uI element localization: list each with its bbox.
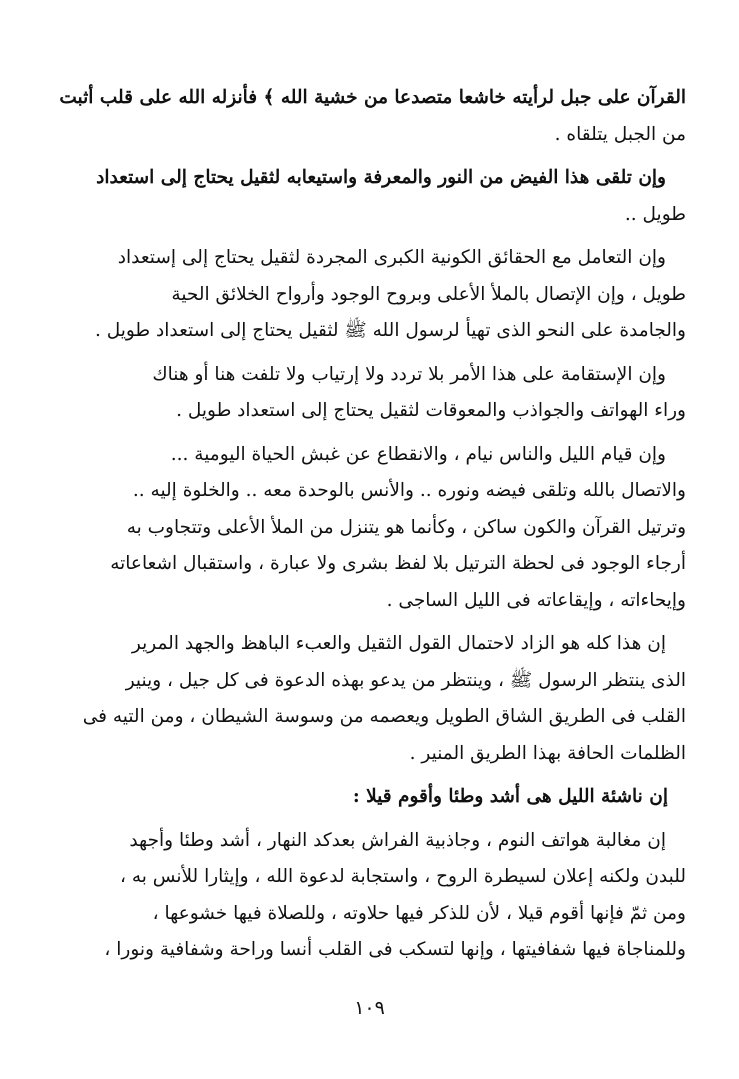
paragraph-1 — [40, 80, 686, 153]
text-line: وإن قيام الليل والناس نيام ، والانقطاع عن غبش الحياة اليومية ... — [170, 443, 666, 465]
text-line: إن مغالبة هواتف النوم ، وجاذبية الفراش بعدكد النهار ، أشد وطئا وأجهد — [129, 829, 666, 851]
text-line: طويل .. — [624, 203, 686, 225]
text-line: وإن تلقى هذا الفيض من النور والمعرفة واستيعابه لثقيل يحتاج إلى استعداد — [96, 167, 666, 188]
text-line: وترتيل القرآن والكون ساكن ، وكأنما هو يتنزل من الملأ الأعلى وتتجاوب به — [126, 516, 686, 538]
text-line: وإيحاءاته ، وإيقاعاته فى الليل الساجى . — [386, 589, 686, 611]
heading-text: إن ناشئة الليل هى أشد وطئا وأقوم قيلا : — [352, 786, 668, 807]
text-line: طويل ، وإن الإتصال بالملأ الأعلى وبروح الوجود وأرواح الخلائق الحية — [171, 283, 686, 305]
page-number: ١٠٩ — [354, 997, 385, 1019]
text-line: من الجبل يتلقاه . — [554, 123, 686, 145]
text-line: والاتصال بالله وتلقى فيضه ونوره .. والأنس بالوحدة معه .. والخلوة إليه .. — [132, 480, 686, 501]
text-line: وإن التعامل مع الحقائق الكونية الكبرى المجردة لثقيل يحتاج إلى إستعداد — [117, 247, 666, 268]
section-heading — [40, 779, 686, 816]
text-line: أرجاء الوجود فى لحظة الترتيل بلا لفظ بشرى ولا عبارة ، واستقبال اشعاعاته — [110, 553, 686, 574]
text-line: وراء الهواتف والجواذب والمعوقات لثقيل يحتاج إلى استعداد طويل . — [176, 400, 686, 421]
text-line: القلب فى الطريق الشاق الطويل ويعصمه من وسوسة الشيطان ، ومن التيه فى — [82, 706, 686, 727]
text-line: وللمناجاة فيها شفافيتها ، وإنها لتسكب فى القلب أنسا وراحة وشفافية ونورا ، — [104, 939, 686, 960]
paragraph-6 — [40, 626, 686, 772]
text-line: الذى ينتظر الرسول ﷺ ، وينتظر من يدعو بهذه الدعوة فى كل جيل ، وينير — [125, 669, 686, 691]
text-line: للبدن ولكنه إعلان لسيطرة الروح ، واستجابة لدعوة الله ، وإيثارا للأنس به ، — [119, 866, 686, 887]
paragraph-2 — [40, 160, 686, 233]
text-line: والجامدة على النحو الذى تهيأ لرسول الله ﷺ لثقيل يحتاج إلى استعداد طويل . — [94, 320, 686, 341]
paragraph-4 — [40, 357, 686, 430]
text-line: القرآن على جبل لرأيته خاشعا متصدعا من خشية الله ﴾ فأنزله الله على قلب أثبت — [59, 87, 686, 108]
text-line: الظلمات الحافة بهذا الطريق المنير . — [409, 742, 686, 764]
text-line: ومن ثمّ فإنها أقوم قيلا ، لأن للذكر فيها حلاوته ، وللصلاة فيها خشوعها ، — [152, 902, 686, 924]
text-line: وإن الإستقامة على هذا الأمر بلا تردد ولا إرتياب ولا تلفت هنا أو هناك — [152, 363, 666, 385]
paragraph-3 — [40, 240, 686, 350]
text-line: إن هذا كله هو الزاد لاحتمال القول الثقيل والعبء الباهظ والجهد المرير — [131, 633, 666, 654]
paragraph-7 — [40, 823, 686, 969]
paragraph-5 — [40, 437, 686, 620]
body-text — [40, 80, 686, 976]
